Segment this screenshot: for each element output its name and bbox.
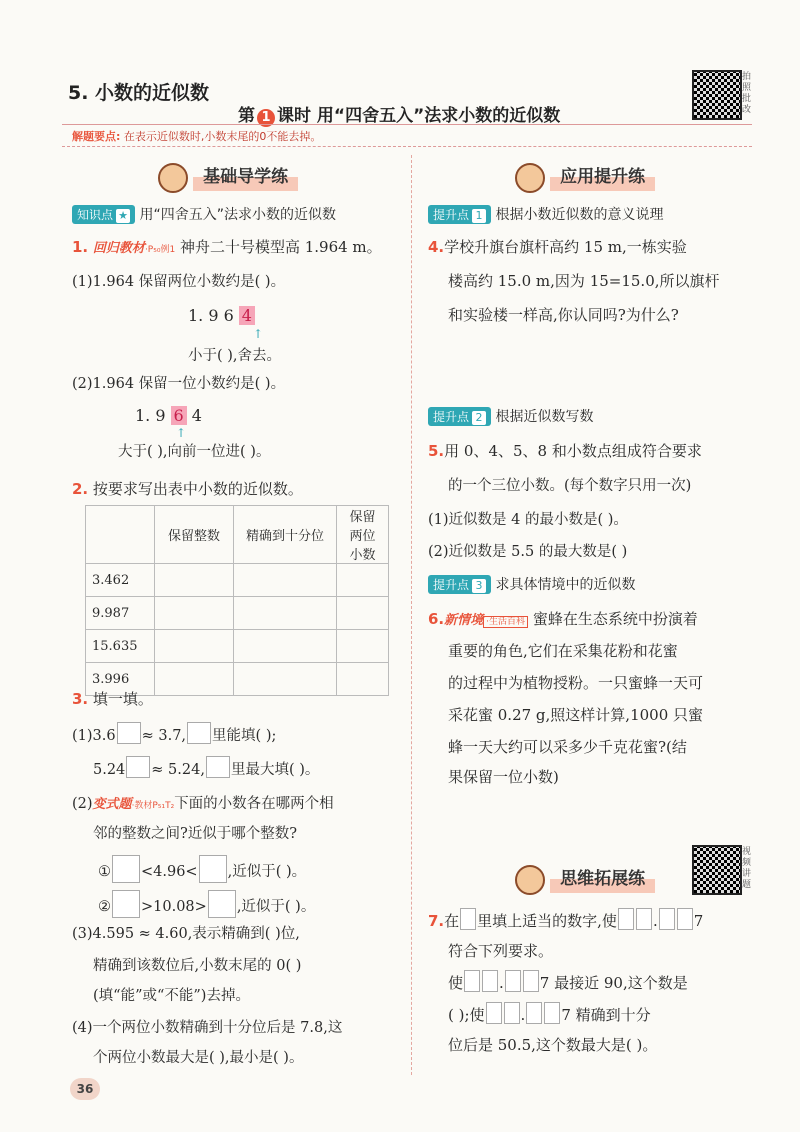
answer-box[interactable] — [187, 722, 211, 744]
q3-d1: (4)一个两位小数精确到十分位后是 7.8,这 — [72, 1020, 343, 1036]
q2-cell[interactable] — [155, 564, 234, 597]
improve-tag-3-num: 3 — [472, 579, 486, 593]
answer-box[interactable] — [636, 908, 652, 930]
qr-video-caption: 视频讲题 — [742, 847, 752, 890]
q2-cell[interactable] — [234, 630, 337, 663]
q3-a1-end: 里能填( ); — [212, 728, 277, 744]
q1-number: 1. — [72, 238, 89, 256]
q6-label: 新情境 — [444, 613, 484, 628]
improve-text-2: 根据近似数写数 — [495, 409, 594, 425]
q2-text: 按要求写出表中小数的近似数。 — [92, 480, 303, 498]
q2-cell[interactable] — [337, 564, 389, 597]
q1-digits1-highlight: 4 — [239, 306, 255, 325]
q7-l4-end: 7 精确到十分 — [561, 1006, 651, 1024]
answer-box[interactable] — [486, 1002, 502, 1024]
q2-cell[interactable] — [337, 597, 389, 630]
answer-box[interactable] — [206, 756, 230, 778]
q7-l3 — [448, 970, 688, 993]
q2-header-empty — [86, 506, 155, 564]
q1-part2: (2)1.964 保留一位小数约是( )。 — [72, 376, 286, 392]
q1-arrow2: ↑ — [176, 426, 187, 440]
q2-cell[interactable] — [155, 630, 234, 663]
q3-a1 — [72, 722, 276, 745]
section-apply-title: 应用提升练 — [550, 160, 655, 191]
q3-b2-mid: >10.08> — [141, 899, 207, 915]
improve-tag-2-num: 2 — [472, 411, 486, 425]
q2-row-value: 3.462 — [86, 564, 155, 597]
q3-b2-end: ,近似于( )。 — [236, 899, 316, 915]
q6-l6: 果保留一位小数) — [448, 768, 559, 786]
q2-table — [85, 505, 389, 696]
q7-l4-dot: . — [520, 1006, 526, 1024]
improve-point-1 — [428, 204, 663, 224]
knowledge-point — [72, 204, 336, 224]
section-basic-title: 基础导学练 — [193, 160, 298, 191]
q6-l3: 的过程中为植物授粉。一只蜜蜂一天可 — [448, 674, 704, 692]
lesson-text: 课时 用“四舍五入”法求小数的近似数 — [277, 106, 561, 126]
q4-number: 4. — [428, 238, 445, 256]
lesson-prefix: 第 — [238, 106, 255, 126]
q3-b-text: 下面的小数各在哪两个相 — [174, 796, 334, 812]
q3-b-stem — [72, 792, 334, 813]
q3-number: 3. — [72, 690, 89, 708]
improve-point-3 — [428, 574, 635, 594]
q3-c2: 精确到该数位后,小数末尾的 0( ) — [93, 958, 302, 974]
improve-tag-1-label: 提升点 — [433, 208, 470, 222]
improve-tag-2 — [428, 407, 491, 426]
tip-underline — [62, 146, 752, 147]
q6-number: 6. — [428, 610, 445, 628]
q2-cell[interactable] — [337, 663, 389, 696]
q2-cell[interactable] — [337, 630, 389, 663]
q3-b1 — [98, 855, 306, 883]
q2-number: 2. — [72, 480, 89, 498]
q1-text: 神舟二十号模型高 1.964 m。 — [179, 238, 382, 256]
q3-a1-pre: (1)3.6 — [72, 728, 116, 744]
q4-text-1: 学校升旗台旗杆高约 15 m,一栋实验 — [444, 238, 687, 256]
q3-a2-pre: 5.24 — [93, 762, 126, 778]
star-icon: ★ — [116, 209, 130, 223]
q6-text-1: 蜜蜂在生态系统中扮演着 — [532, 610, 698, 628]
q1-label: 回归教材 — [92, 241, 145, 256]
q7-dot: . — [652, 912, 658, 930]
q4-l3: 和实验楼一样高,你认同吗?为什么? — [448, 306, 679, 324]
qr-code-video[interactable] — [692, 845, 742, 895]
q5-text-1: 用 0、4、5、8 和小数点组成符合要求 — [444, 442, 702, 460]
q7-l2: 符合下列要求。 — [448, 942, 554, 960]
q5-l1 — [428, 440, 702, 461]
q3-text: 填一填。 — [92, 690, 153, 708]
q3-b-stem2: 邻的整数之间?近似于哪个整数? — [93, 826, 298, 842]
answer-box[interactable] — [544, 1002, 560, 1024]
q3-b1-mid: <4.96< — [141, 864, 198, 880]
q6-l4: 采花蜜 0.27 g,照这样计算,1000 只蜜 — [448, 706, 704, 724]
q7-l3-end: 7 最接近 90,这个数是 — [539, 974, 688, 992]
q1-digits2 — [135, 406, 202, 425]
knowledge-tag-label: 知识点 — [77, 208, 114, 222]
q3-b-pre: (2) — [72, 796, 93, 812]
column-divider — [411, 155, 412, 1075]
q1-part1: (1)1.964 保留两位小数约是( )。 — [72, 274, 286, 290]
q7-end: 7 — [693, 912, 704, 930]
answer-box[interactable] — [199, 855, 227, 883]
chapter-title: 5. 小数的近似数 — [68, 82, 210, 104]
q5-number: 5. — [428, 442, 445, 460]
improve-point-2 — [428, 406, 593, 426]
answer-box[interactable] — [677, 908, 693, 930]
answer-box[interactable] — [464, 970, 480, 992]
q7-pre: 在 — [444, 912, 460, 930]
answer-box[interactable] — [460, 908, 476, 930]
q2-cell[interactable] — [234, 663, 337, 696]
q1-digits2-post: 4 — [191, 406, 202, 425]
mascot-icon — [515, 163, 545, 193]
tip-line — [72, 128, 321, 144]
q2-cell[interactable] — [234, 597, 337, 630]
q2-row-value: 3.996 — [86, 663, 155, 696]
q3-a2-end: 里最大填( )。 — [230, 762, 320, 778]
section-apply — [515, 160, 655, 193]
answer-box[interactable] — [659, 908, 675, 930]
q3-b-label: 变式题 — [92, 797, 132, 812]
improve-text-3: 求具体情境中的近似数 — [495, 577, 636, 593]
q6-l1 — [428, 608, 698, 629]
answer-box[interactable] — [504, 1002, 520, 1024]
q4-l2: 楼高约 15.0 m,因为 15=15.0,所以旗杆 — [448, 272, 720, 290]
answer-box[interactable] — [482, 970, 498, 992]
q2-header-hundredth: 保留两位小数 — [337, 506, 389, 564]
page-number: 36 — [70, 1078, 100, 1100]
answer-box[interactable] — [618, 908, 634, 930]
q2-row-value: 15.635 — [86, 630, 155, 663]
improve-tag-3 — [428, 575, 491, 594]
q2-row-value: 9.987 — [86, 597, 155, 630]
q1-digits1 — [188, 306, 255, 325]
q3-d2: 个两位小数最大是( ),最小是( )。 — [93, 1050, 304, 1066]
q5-l3: (1)近似数是 4 的最小数是( )。 — [428, 512, 628, 528]
knowledge-tag — [72, 205, 135, 224]
tip-label: 解题要点: — [72, 130, 121, 143]
answer-box[interactable] — [505, 970, 521, 992]
q3-b-label-sub: ·教材P₅₁T₂ — [131, 801, 175, 811]
q3-b1-num: ① — [98, 864, 111, 880]
q3-stem — [72, 688, 153, 709]
q7-l1 — [428, 908, 703, 931]
q1-note2: 大于( ),向前一位进( )。 — [118, 444, 271, 460]
q1-note1: 小于( ),舍去。 — [188, 348, 282, 364]
q7-number: 7. — [428, 912, 445, 930]
q1-digits2-pre: 1. 9 — [135, 406, 166, 425]
q1-digits1-pre: 1. 9 6 — [188, 306, 234, 325]
header-divider — [62, 124, 752, 125]
q1-arrow1: ↑ — [253, 327, 264, 341]
q7-l5: 位后是 50.5,这个数最大是( )。 — [448, 1036, 658, 1054]
q2-cell[interactable] — [155, 663, 234, 696]
q2-stem — [72, 478, 303, 499]
q1-stem — [72, 236, 382, 257]
q3-a2 — [93, 756, 319, 779]
mascot-icon — [515, 865, 545, 895]
q1-label-sub: ·P₅₀例1 — [144, 245, 176, 255]
q6-label-sub: ·生活百科 — [483, 616, 528, 628]
qr-caption: 拍照批改 — [742, 72, 752, 115]
q2-cell[interactable] — [155, 597, 234, 630]
q4-l1 — [428, 236, 687, 257]
answer-box[interactable] — [208, 890, 236, 918]
qr-code[interactable] — [692, 70, 742, 120]
q3-b1-end: ,近似于( )。 — [227, 864, 307, 880]
section-extend-title: 思维拓展练 — [550, 862, 655, 893]
q7-l4-a: ( );使 — [448, 1006, 485, 1024]
improve-tag-1-num: 1 — [472, 209, 486, 223]
answer-box[interactable] — [526, 1002, 542, 1024]
lesson-number: 1 — [257, 109, 275, 127]
q5-l2: 的一个三位小数。(每个数字只用一次) — [448, 478, 692, 494]
improve-tag-2-label: 提升点 — [433, 410, 470, 424]
answer-box[interactable] — [523, 970, 539, 992]
q3-c3: (填“能”或“不能”)去掉。 — [93, 988, 250, 1004]
improve-tag-3-label: 提升点 — [433, 578, 470, 592]
q6-l2: 重要的角色,它们在采集花粉和花蜜 — [448, 642, 678, 660]
answer-box[interactable] — [112, 890, 140, 918]
q2-header-tenth: 精确到十分位 — [234, 506, 337, 564]
q5-l4: (2)近似数是 5.5 的最大数是( ) — [428, 544, 628, 560]
answer-box[interactable] — [126, 756, 150, 778]
q3-a1-post: ≈ 3.7, — [141, 728, 187, 744]
q7-l3-pre: 使 — [448, 974, 464, 992]
answer-box[interactable] — [112, 855, 140, 883]
answer-box[interactable] — [117, 722, 141, 744]
q1-digits2-highlight: 6 — [171, 406, 187, 425]
q3-c1: (3)4.595 ≈ 4.60,表示精确到( )位, — [72, 926, 300, 942]
q3-a2-post: ≈ 5.24, — [151, 762, 205, 778]
q7-mid: 里填上适当的数字,使 — [477, 912, 617, 930]
q3-b2-num: ② — [98, 899, 111, 915]
q2-header-integer: 保留整数 — [155, 506, 234, 564]
mascot-icon — [158, 163, 188, 193]
q6-l5: 蜂一天大约可以采多少千克花蜜?(结 — [448, 738, 687, 756]
improve-tag-1 — [428, 205, 491, 224]
q7-l3-dot: . — [499, 974, 504, 992]
improve-text-1: 根据小数近似数的意义说理 — [495, 207, 664, 223]
section-basic — [158, 160, 298, 193]
knowledge-text: 用“四舍五入”法求小数的近似数 — [139, 207, 336, 223]
q2-cell[interactable] — [234, 564, 337, 597]
section-extend — [515, 862, 655, 895]
q7-l4 — [448, 1002, 651, 1025]
q3-b2 — [98, 890, 315, 918]
tip-text: 在表示近似数时,小数末尾的0不能去掉。 — [123, 130, 322, 143]
